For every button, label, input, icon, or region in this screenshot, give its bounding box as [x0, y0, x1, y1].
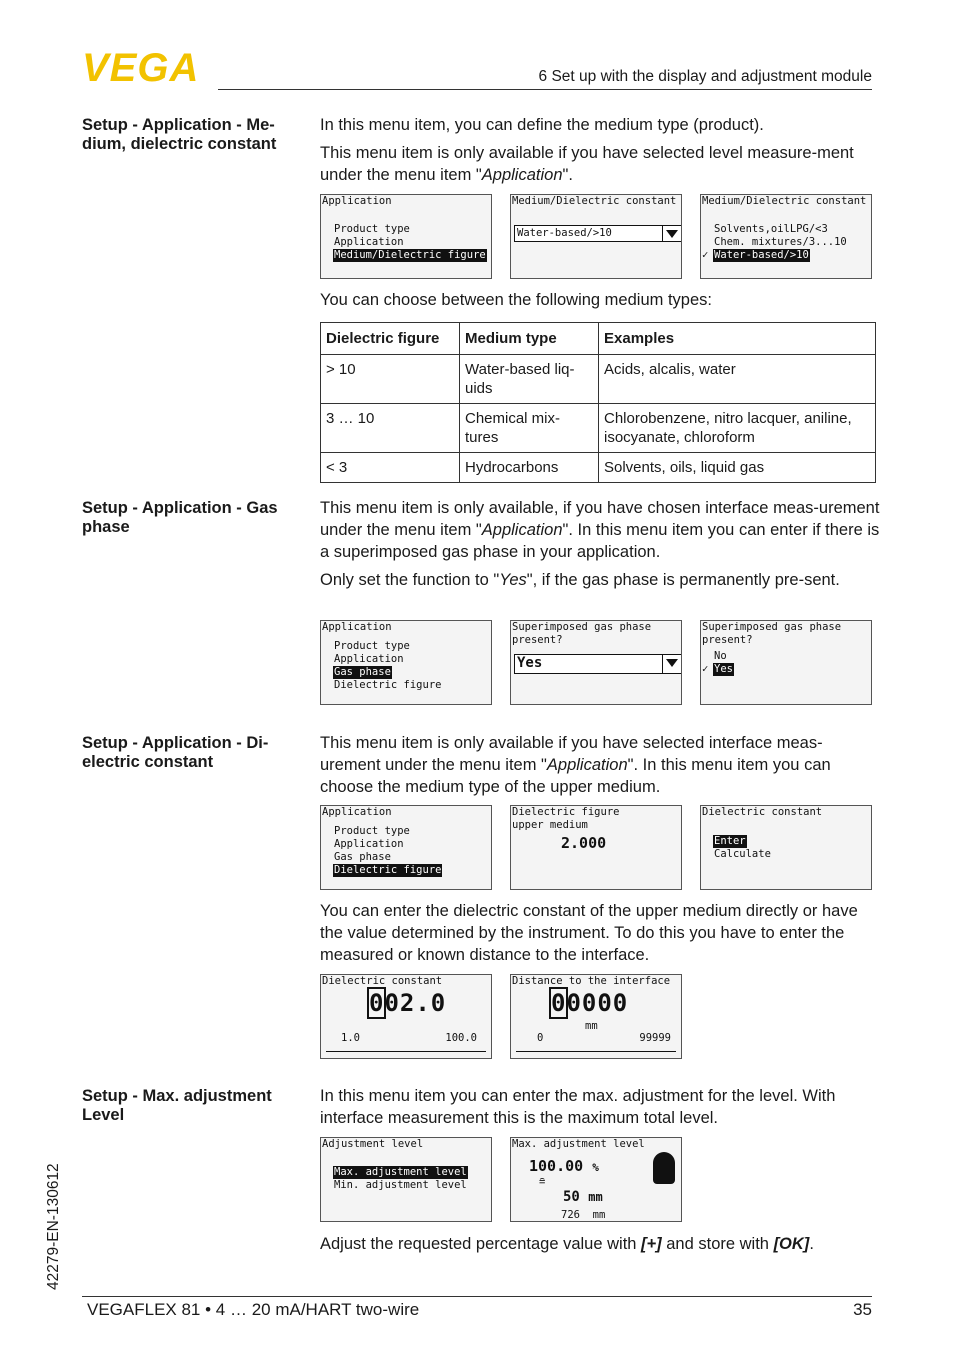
lcd-screen-application-menu: Application Product type Application Gas phase Dielectric figure [320, 620, 492, 705]
medium-type-table [320, 322, 876, 483]
lcd-screen-distance-input: Distance to the interface 00000 mm 0 99999 [510, 974, 682, 1059]
paragraph: Adjust the requested percentage value with [+] and store with [OK]. [320, 1235, 814, 1253]
lcd-screen-max-adjustment: Max. adjustment level 100.00 % ≘ 50 mm 726 mm [510, 1137, 682, 1222]
page-number: 35 [853, 1300, 872, 1319]
lcd-screen-medium-dropdown: Medium/Dielectric constant Water-based/>10 [510, 194, 682, 279]
section-body-dielectric [320, 732, 880, 804]
lcd-screen-application-menu: Application Product type Application Gas phase Dielectric figure [320, 805, 492, 890]
lcd-screen-dielectric-constant: Dielectric constant Enter Calculate [700, 805, 872, 890]
header-section-title: 6 Set up with the display and adjustment module [538, 68, 872, 85]
lcd-screen-gas-dropdown: Superimposed gas phase present? Yes [510, 620, 682, 705]
paragraph: This menu item is only available if you have selected level measure-ment under the menu item "Application". [320, 144, 854, 184]
dropdown: Yes [514, 654, 682, 674]
section-body-max-adjustment [320, 1085, 880, 1135]
lcd-screen-adjustment-level: Adjustment level Max. adjustment level Min. adjustment level [320, 1137, 492, 1222]
section-title-gas-phase: Setup - Application - Gas phase [82, 499, 278, 536]
lcd-screen-medium-list: Medium/Dielectric constant Solvents,oilLPG/<3 Chem. mixtures/3...10 ✓ Water-based/>10 [700, 194, 872, 279]
scale-bar [326, 1043, 486, 1052]
paragraph: Only set the function to "Yes", if the gas phase is permanently pre-sent. [320, 571, 840, 589]
paragraph: This menu item is only available if you have selected interface meas-urement under the menu item "Application". In this menu item you can choose the medium type of the upper medium. [320, 734, 831, 796]
table-row: 3 … 10 Chemical mix-tures Chlorobenzene, nitro lacquer, aniline, isocyanate, chloroform [321, 404, 876, 453]
section-body-medium [320, 114, 880, 192]
table-row: > 10 Water-based liq-uids Acids, alcalis, water [321, 355, 876, 404]
check-icon: ✓ [702, 249, 709, 261]
paragraph: This menu item is only available, if you have chosen interface meas-urement under the menu item "Application". In this menu item you can enter if there is a superimposed gas phase in your application. [320, 499, 880, 561]
lcd-screen-gas-list: Superimposed gas phase present? No ✓ Yes [700, 620, 872, 705]
chevron-down-icon [662, 226, 682, 241]
table-row: < 3 Hydrocarbons Solvents, oils, liquid gas [321, 453, 876, 483]
section-title-dielectric: Setup - Application - Di-electric constant [82, 734, 269, 771]
lcd-screen-application-menu: Application Product type Application Medium/Dielectric figure [320, 194, 492, 279]
scale-bar [516, 1043, 676, 1052]
paragraph: In this menu item, you can define the medium type (product). [320, 116, 764, 134]
header-divider [218, 89, 872, 90]
dropdown: Water-based/>10 [514, 225, 682, 242]
section-title-medium: Setup - Application - Me-dium, dielectric constant [82, 116, 277, 153]
section-title-max-adjustment: Setup - Max. adjustment Level [82, 1087, 272, 1124]
vega-logo: VEGA [82, 46, 200, 90]
paragraph: You can choose between the following medium types: [320, 291, 712, 309]
table-header-row: Dielectric figure Medium type Examples [321, 323, 876, 355]
document-number: 42279-EN-130612 [45, 1163, 62, 1290]
check-icon: ✓ [702, 663, 709, 675]
lcd-screen-dielectric-figure: Dielectric figure upper medium 2.000 [510, 805, 682, 890]
footer-product: VEGAFLEX 81 • 4 … 20 mA/HART two-wire [87, 1300, 420, 1319]
footer-divider [82, 1296, 872, 1297]
paragraph: In this menu item you can enter the max. adjustment for the level. With interface measurement this is the maximum total level. [320, 1087, 836, 1127]
paragraph: You can enter the dielectric constant of the upper medium directly or have the value determined by the instrument. To do this you have to enter the measured or known distance to the interface. [320, 902, 858, 964]
chevron-down-icon [662, 655, 682, 673]
tank-icon [653, 1152, 675, 1184]
section-body-gas-phase [320, 497, 880, 597]
lcd-screen-dielectric-input: Dielectric constant 002.0 1.0 100.0 [320, 974, 492, 1059]
